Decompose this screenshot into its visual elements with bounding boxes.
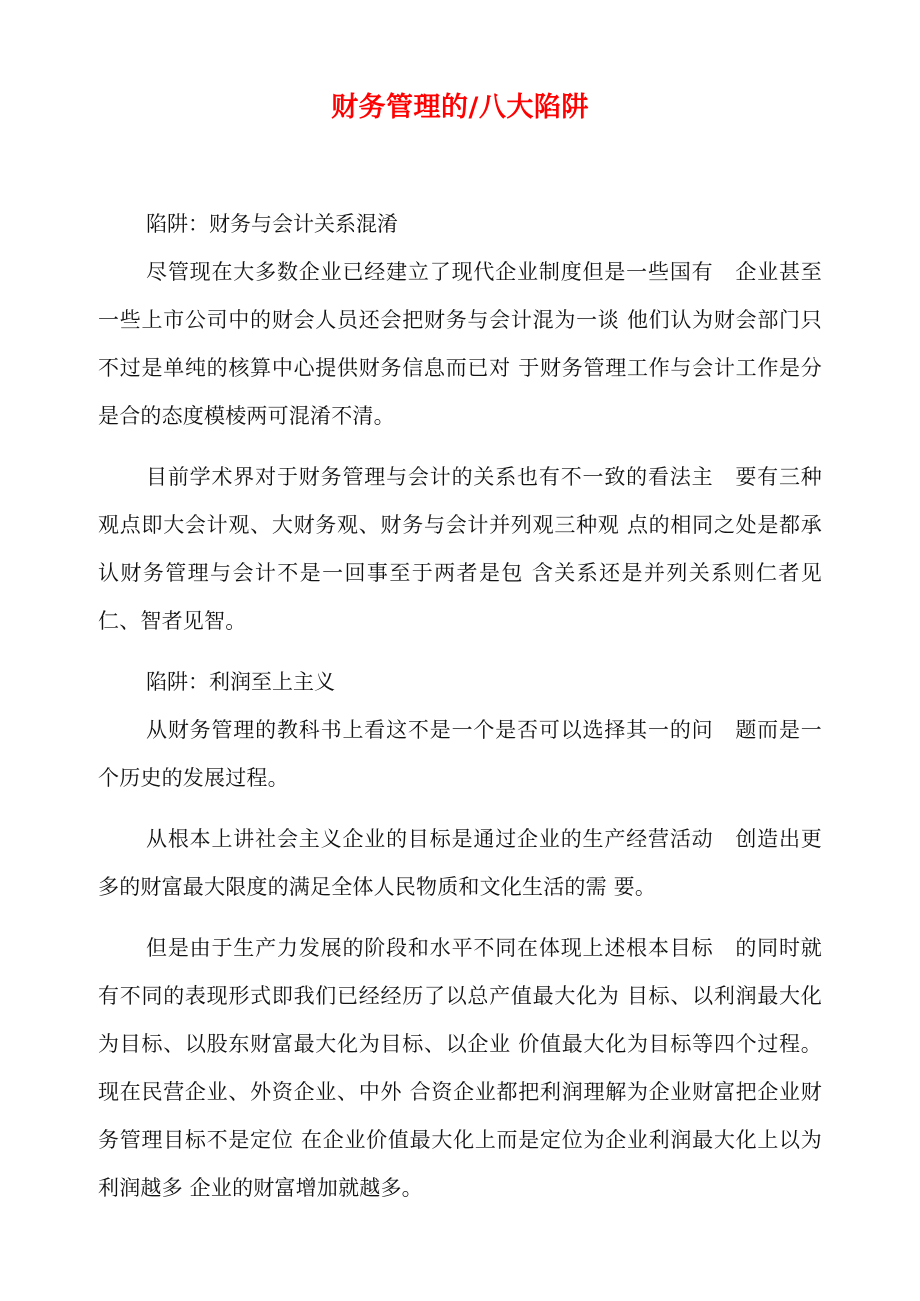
document-body: [98, 200, 822, 1225]
paragraph: 从财务管理的教科书上看这不是一个是否可以选择其一的问 题而是一个历史的发展过程。: [98, 718, 822, 790]
document-title: 财务管理的/八大陷阱: [331, 92, 589, 123]
section-heading: 陷阱：财务与会计关系混淆: [146, 212, 398, 236]
paragraph: 尽管现在大多数企业已经建立了现代企业制度但是一些国有 企业甚至一些上市公司中的财会人员还会把财务与会计混为一谈 他们认为财会部门只不过是单纯的核算中心提供财务信息而已对 于财务管理工作与会计工作是分是合的态度模棱两可混淆不清。: [98, 260, 822, 428]
paragraph: 从根本上讲社会主义企业的目标是通过企业的生产经营活动 创造出更多的财富最大限度的满足全体人民物质和文化生活的需 要。: [98, 827, 822, 899]
paragraph: 目前学术界对于财务管理与会计的关系也有不一致的看法主 要有三种观点即大会计观、大财务观、财务与会计并列观三种观 点的相同之处是都承认财务管理与会计不是一回事至于两者是包 含关系还是并列关系则仁者见仁、智者见智。: [98, 465, 822, 633]
paragraph: 但是由于生产力发展的阶段和水平不同在体现上述根本目标 的同时就有不同的表现形式即我们已经经历了以总产值最大化为 目标、以利润最大化为目标、以股东财富最大化为目标、以企业 价值最大化为目标等四个过程。现在民营企业、外资企业、中外 合资企业都把利润理解为企业财富把企业财务管理目标不是定位 在企业价值最大化上而是定位为企业利润最大化上以为利润越多 企业的财富增加就越多。: [98, 936, 822, 1200]
section-heading: 陷阱：利润至上主义: [146, 670, 335, 694]
